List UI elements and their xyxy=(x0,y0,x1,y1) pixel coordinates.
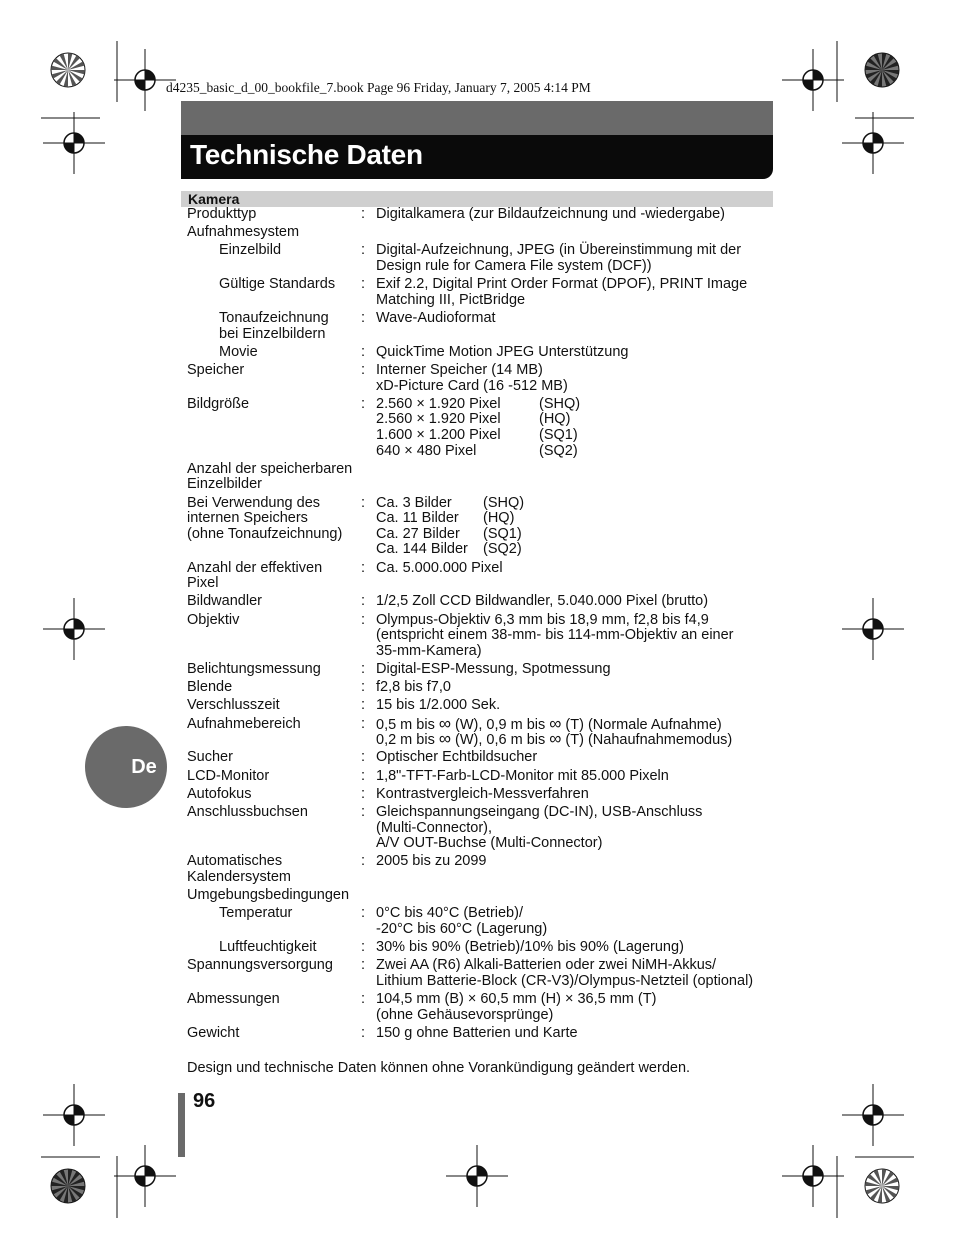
spec-separator: : xyxy=(361,697,366,714)
spec-value: A/V OUT-Buchse (Multi-Connector) xyxy=(376,835,603,852)
spec-label: bei Einzelbildern xyxy=(219,325,326,342)
spec-value: Ca. 144 Bilder xyxy=(376,541,468,558)
spec-separator: : xyxy=(361,242,366,259)
spec-separator: : xyxy=(361,767,366,784)
infinity-icon: ∞ xyxy=(438,729,451,749)
spec-value: Kontrastvergleich-Messverfahren xyxy=(376,785,589,802)
spec-value: Exif 2.2, Digital Print Order Format (DPOF), PRINT Image xyxy=(376,276,748,293)
spec-value: 2.560 × 1.920 Pixel xyxy=(376,395,501,412)
spec-separator: : xyxy=(361,939,366,956)
spec-label: Aufnahmebereich xyxy=(187,715,301,732)
spec-value: Ca. 27 Bilder xyxy=(376,525,460,542)
spec-value: 35-mm-Kamera) xyxy=(376,642,482,659)
spec-label: Bildgröße xyxy=(187,395,250,412)
spec-label: Anschlussbuchsen xyxy=(187,804,308,820)
spec-label: Gültige Standards xyxy=(219,276,336,293)
spec-separator: : xyxy=(361,611,366,628)
spec-value: 640 × 480 Pixel xyxy=(376,442,477,459)
spec-separator: : xyxy=(361,785,366,802)
print-info-line: d4235_basic_d_00_bookfile_7.book Page 96 Friday, January 7, 2005 4:14 PM xyxy=(166,80,591,95)
spec-label: Luftfeuchtigkeit xyxy=(219,939,317,956)
spec-value: Design rule for Camera File system (DCF)) xyxy=(376,258,652,274)
spec-value-segment: 0,5 m bis xyxy=(376,716,439,733)
spec-value: 2005 bis zu 2099 xyxy=(376,853,487,870)
spec-value: (ohne Gehäusevorsprünge) xyxy=(376,1006,554,1023)
page-title: Technische Daten xyxy=(190,139,423,170)
spec-value: Digital-ESP-Messung, Spotmessung xyxy=(376,661,611,677)
spec-separator: : xyxy=(361,905,366,922)
spec-label: Gewicht xyxy=(187,1025,240,1041)
spec-separator: : xyxy=(361,206,366,222)
spec-label: Verschlusszeit xyxy=(187,697,280,714)
spec-label: Anzahl der effektiven xyxy=(187,559,323,576)
spec-value-code: (SQ2) xyxy=(539,442,578,459)
spec-value: 1,8"-TFT-Farb-LCD-Monitor mit 85.000 Pixeln xyxy=(376,767,669,784)
spec-separator: : xyxy=(361,362,366,378)
spec-value-segment: (W), 0,9 m bis xyxy=(450,716,550,733)
spec-label: Automatisches xyxy=(187,853,283,870)
spec-value: QuickTime Motion JPEG Unterstützung xyxy=(376,343,629,360)
spec-label: Movie xyxy=(219,343,258,360)
spec-separator: : xyxy=(361,343,366,360)
infinity-icon: ∞ xyxy=(549,729,562,749)
spec-value: -20°C bis 60°C (Lagerung) xyxy=(376,921,548,937)
page-number-bar xyxy=(178,1093,185,1157)
spec-value: 15 bis 1/2.000 Sek. xyxy=(376,697,501,714)
spec-value: Zwei AA (R6) Alkali-Batterien oder zwei NiMH-Akkus/ xyxy=(376,957,717,974)
spec-label: (ohne Tonaufzeichnung) xyxy=(187,525,343,542)
spec-separator: : xyxy=(361,494,366,511)
spec-value: 104,5 mm (B) × 60,5 mm (H) × 36,5 mm (T) xyxy=(376,991,657,1008)
spec-separator: : xyxy=(361,957,366,974)
language-tab xyxy=(85,726,167,808)
spec-label: Bildwandler xyxy=(187,593,262,610)
spec-label: internen Speichers xyxy=(187,510,308,527)
spec-value: 30% bis 90% (Betrieb)/10% bis 90% (Lagerung) xyxy=(376,939,684,956)
spec-label: Anzahl der speicherbaren xyxy=(187,460,353,477)
spec-label: Autofokus xyxy=(187,785,252,802)
spec-label: Einzelbild xyxy=(219,242,282,259)
spec-separator: : xyxy=(361,310,366,326)
spec-separator: : xyxy=(361,715,366,732)
spec-separator: : xyxy=(361,853,366,870)
spec-value: f2,8 bis f7,0 xyxy=(376,679,451,696)
spec-label: Pixel xyxy=(187,575,219,592)
spec-value xyxy=(376,729,733,749)
spec-value-code: (SQ1) xyxy=(539,427,578,443)
spec-value-segment: (W), 0,6 m bis xyxy=(450,732,550,749)
spec-separator: : xyxy=(361,679,366,696)
spec-label: Spannungsversorgung xyxy=(187,957,333,974)
infinity-icon: ∞ xyxy=(438,713,451,733)
spec-label: Bei Verwendung des xyxy=(187,494,321,511)
spec-value: Wave-Audioformat xyxy=(376,310,496,326)
page-number: 96 xyxy=(193,1090,216,1112)
spec-separator: : xyxy=(361,749,366,766)
spec-value: Olympus-Objektiv 6,3 mm bis 18,9 mm, f2,8 bis f4,9 xyxy=(376,611,709,628)
spec-label: Objektiv xyxy=(187,611,240,628)
spec-value: (entspricht einem 38-mm- bis 114-mm-Objektiv an einer xyxy=(376,627,734,644)
spec-value: (Multi-Connector), xyxy=(376,819,493,836)
spec-separator: : xyxy=(361,1025,366,1041)
footnote: Design und technische Daten können ohne Vorankündigung geändert werden. xyxy=(187,1060,691,1076)
spec-value: Ca. 11 Bilder xyxy=(376,510,459,527)
spec-label: Kalendersystem xyxy=(187,869,291,885)
spec-value: Ca. 5.000.000 Pixel xyxy=(376,559,503,576)
spec-label: Sucher xyxy=(187,749,233,766)
spec-label: Temperatur xyxy=(219,905,293,922)
spec-label: Umgebungsbedingungen xyxy=(187,887,350,904)
spec-value: Gleichspannungseingang (DC-IN), USB-Anschluss xyxy=(376,804,703,820)
spec-value: Matching III, PictBridge xyxy=(376,291,526,308)
spec-separator: : xyxy=(361,991,366,1008)
spec-separator: : xyxy=(361,395,366,412)
spec-label: Abmessungen xyxy=(187,991,280,1008)
spec-label: Aufnahmesystem xyxy=(187,224,300,241)
spec-value: Digital-Aufzeichnung, JPEG (in Übereinstimmung mit der xyxy=(376,242,742,259)
spec-separator: : xyxy=(361,276,366,293)
spec-value: Optischer Echtbildsucher xyxy=(376,749,538,766)
spec-value-segment: 0,2 m bis xyxy=(376,732,439,749)
spec-value: Digitalkamera (zur Bildaufzeichnung und -wiedergabe) xyxy=(376,206,725,222)
spec-value: Interner Speicher (14 MB) xyxy=(376,362,543,378)
spec-separator: : xyxy=(361,593,366,610)
spec-separator: : xyxy=(361,661,366,677)
spec-value-code: (SHQ) xyxy=(483,494,525,511)
infinity-icon: ∞ xyxy=(549,713,562,733)
spec-value: 150 g ohne Batterien und Karte xyxy=(376,1025,578,1041)
spec-value-code: (SQ2) xyxy=(483,541,522,558)
spec-value-code: (SQ1) xyxy=(483,525,522,542)
spec-label: Tonaufzeichnung xyxy=(219,310,329,326)
spec-value: 2.560 × 1.920 Pixel xyxy=(376,411,501,428)
spec-label: Produkttyp xyxy=(187,206,257,222)
language-tab-label: De xyxy=(131,755,157,778)
spec-label: LCD-Monitor xyxy=(187,767,270,784)
spec-separator: : xyxy=(361,804,366,820)
spec-value-segment: (T) (Normale Aufnahme) xyxy=(561,716,722,733)
spec-value: Lithium Batterie-Block (CR-V3)/Olympus-Netzteil (optional) xyxy=(376,973,754,989)
spec-value: xD-Picture Card (16 -512 MB) xyxy=(376,377,568,394)
spec-value: 1/2,5 Zoll CCD Bildwandler, 5.040.000 Pixel (brutto) xyxy=(376,593,709,610)
spec-value: 1.600 × 1.200 Pixel xyxy=(376,427,501,443)
spec-label: Belichtungsmessung xyxy=(187,661,321,677)
spec-label: Blende xyxy=(187,679,233,696)
spec-value-code: (SHQ) xyxy=(539,395,581,412)
spec-value-code: (HQ) xyxy=(483,510,515,527)
spec-label: Einzelbilder xyxy=(187,476,262,493)
spec-value-code: (HQ) xyxy=(539,411,571,428)
section-title: Kamera xyxy=(188,191,240,207)
spec-label: Speicher xyxy=(187,362,245,378)
spec-separator: : xyxy=(361,559,366,576)
spec-value-segment: (T) (Nahaufnahmemodus) xyxy=(561,732,733,749)
spec-value: 0°C bis 40°C (Betrieb)/ xyxy=(376,905,523,922)
spec-value: Ca. 3 Bilder xyxy=(376,494,452,511)
